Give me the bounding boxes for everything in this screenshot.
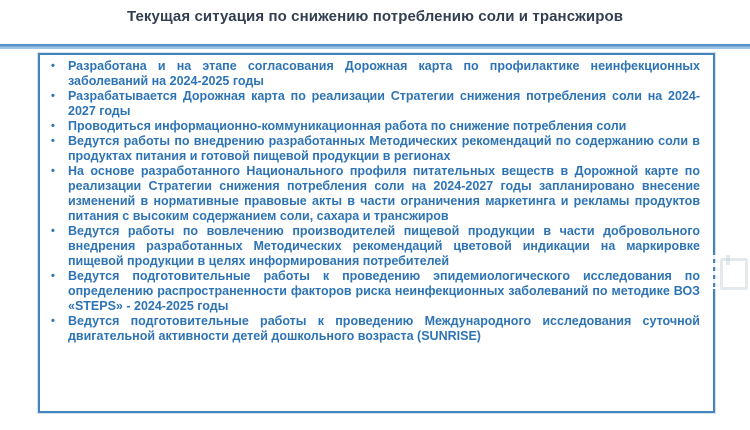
bullet-dot-icon: • (51, 165, 55, 177)
list-item (40, 269, 700, 314)
list-item (40, 314, 700, 344)
page-title: Текущая ситуация по снижению потреблению соли и трансжиров (126, 8, 624, 25)
list-item (40, 119, 700, 134)
list-item-text: Проводиться информационно-коммуникационная работа по снижение потребления соли (68, 119, 627, 133)
list-item (40, 59, 700, 89)
bullet-dot-icon: • (51, 120, 55, 132)
list-item-text: На основе разработанного Национального профиля питательных веществ в Дорожной карте по реализации Стратегии снижения потребления соли на 2024-2027 годы запланировано внесение изменений в нормативные правовые акты в части ограничения маркетинга и рекламы продуктов питания с высоким содержанием соли, сахара и трансжиров (68, 164, 700, 223)
bullet-dot-icon: • (51, 60, 55, 72)
bullet-dot-icon: • (51, 225, 55, 237)
title-divider (0, 44, 750, 49)
bullet-dot-icon: • (51, 270, 55, 282)
bullet-dot-icon: • (51, 135, 55, 147)
bullet-list (40, 55, 713, 344)
list-item-text: Ведутся работы по внедрению разработанных Методических рекомендаций по содержанию соли в продуктах питания и готовой пищевой продукции в регионах (68, 134, 700, 163)
bullet-dot-icon: • (51, 315, 55, 327)
list-item-text: Ведутся работы по вовлечению производителей пищевой продукции в части добровольного внедрения разработанных Методических рекомендаций цветовой индикации на маркировке пищевой продукции в целях информирования потребителей (68, 224, 700, 268)
list-item (40, 134, 700, 164)
list-item (40, 164, 700, 224)
list-item-text: Ведутся подготовительные работы к проведению Международного исследования суточной двигательной активности детей дошкольного возраста (SUNRISE) (68, 314, 700, 343)
bullet-dot-icon: • (51, 90, 55, 102)
list-item-text: Разработана и на этапе согласования Дорожная карта по профилактике неинфекционных заболеваний на 2024-2025 годы (68, 59, 700, 88)
list-item (40, 224, 700, 269)
list-item-text: Разрабатывается Дорожная карта по реализации Стратегии снижения потребления соли на 2024-2027 годы (68, 89, 700, 118)
watermark-glyph (720, 258, 748, 290)
content-box (38, 53, 715, 413)
list-item (40, 89, 700, 119)
list-item-text: Ведутся подготовительные работы к проведению эпидемиологического исследования по определению распространенности факторов риска неинфекционных заболеваний по методике ВОЗ «STEPS» - 2024-2025 годы (68, 269, 700, 313)
